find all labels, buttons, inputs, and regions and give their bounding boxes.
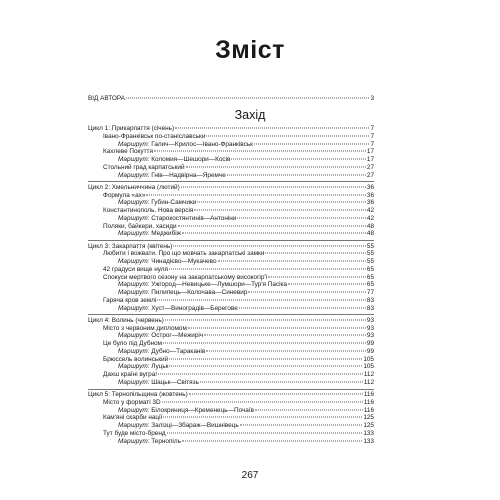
toc-entry-text: [118, 305, 238, 313]
toc-leader-dots: [154, 151, 366, 152]
toc-entry-text: Кахлеве Покуття: [103, 148, 153, 156]
route-label: Маршрут:: [118, 332, 150, 340]
toc-leader-dots: [188, 327, 366, 328]
toc-entry-page: 42: [366, 214, 374, 222]
toc-leader-dots: [189, 394, 363, 395]
toc-leader-dots: [182, 233, 366, 234]
toc-entry-page: 36: [366, 183, 374, 191]
toc-entry-text: Любити і вожвати. Про що мовчать закарпатські замки: [103, 250, 265, 258]
toc-entry-page: 7: [370, 132, 374, 140]
route-text: Тернопіль: [149, 437, 181, 445]
route-text: Дубно—Тараканів: [149, 347, 206, 355]
route-text: Пилипець—Колочава—Синевир: [149, 289, 248, 296]
toc-entry-page: 42: [366, 207, 374, 214]
toc-entry-text: Дахш країні вугра!: [103, 371, 158, 378]
route-label: Маршрут:: [118, 199, 150, 207]
route-label: Маршрут:: [118, 304, 150, 312]
toc-entry-page: 116: [363, 398, 374, 406]
toc-route-entry: [118, 172, 374, 180]
toc-entry-page: 55: [366, 242, 374, 250]
toc-leader-dots: [255, 409, 363, 410]
toc-leader-dots: [248, 292, 366, 293]
toc-leader-dots: [173, 245, 366, 246]
page-title: Зміст: [215, 36, 285, 64]
group-divider: [88, 389, 374, 390]
toc-leader-dots: [163, 343, 366, 344]
route-text: Білокриниця—Кременець—Почаїв: [149, 406, 255, 414]
toc-entry-page: 65: [366, 281, 374, 289]
toc-leader-dots: [237, 217, 366, 218]
toc-entry-page: 133: [363, 437, 374, 445]
toc-entry-text: Формула «ах»: [103, 191, 146, 199]
route-text: Залізці—Збараж—Вишнівець: [149, 422, 239, 429]
toc-leader-dots: [204, 335, 366, 336]
toc-entry-text: Цикл 1: Прикарпаття (січень): [88, 125, 175, 132]
toc-entry-page: 93: [366, 316, 374, 324]
toc-entry-page: 27: [366, 163, 374, 171]
toc-entry-page: 99: [366, 340, 374, 347]
toc-entry-page: 55: [366, 258, 374, 265]
toc-leader-dots: [200, 381, 363, 382]
toc-entry-page: 125: [363, 422, 374, 429]
toc-entry-text: 42 градуси вище нуля: [103, 265, 168, 273]
toc-leader-dots: [182, 440, 362, 441]
toc-entry-text: [118, 172, 226, 180]
route-label: Маршрут:: [118, 378, 150, 386]
toc-entry-text: Цикл 5: Тернопільщина (жовтень): [88, 391, 188, 398]
toc-entry-text: Гаряча кров землі: [103, 296, 157, 304]
route-text: Гнів—Надвірна—Яремче: [149, 171, 226, 179]
toc-route-entry: [118, 305, 374, 313]
toc-entry-text: Цикл 4: Волинь (червень): [88, 316, 164, 324]
toc-route-entry: [118, 230, 374, 238]
toc-leader-dots: [158, 374, 363, 375]
toc-leader-dots: [218, 261, 366, 262]
toc-leader-dots: [175, 128, 369, 129]
route-text: Галич—Крилос—Івано-Франківськ: [149, 140, 253, 148]
toc-entry-page: 93: [366, 324, 374, 332]
page-number: 267: [241, 470, 259, 481]
toc-leader-dots: [227, 174, 366, 175]
toc-entry-page: 125: [363, 414, 374, 422]
toc-entry-text: Кам'яні скарби нації: [103, 414, 163, 422]
toc-route-entry: [118, 379, 374, 387]
toc-entry-page: 116: [363, 406, 374, 414]
group-divider: [88, 240, 374, 241]
group-divider: [88, 181, 374, 182]
toc-leader-dots: [239, 307, 366, 308]
section-heading: Захід: [234, 108, 266, 122]
toc-entry-page: 48: [366, 230, 374, 238]
toc-entry-text: Константинополь. Нова версія: [103, 207, 194, 214]
toc-entry-page: 83: [366, 304, 374, 312]
toc-entry-page: 105: [363, 355, 374, 363]
route-text: Шацьк—Світязь: [149, 378, 199, 386]
route-text: Чинадієво—Мукачево: [149, 258, 217, 265]
toc-leader-dots: [268, 276, 366, 277]
toc-entry-page: 3: [370, 95, 374, 102]
toc-entry-text: Брюссель волинський: [103, 355, 169, 363]
route-label: Маршрут:: [118, 406, 150, 414]
toc-entry-page: 77: [366, 289, 374, 296]
toc-entry-page: 116: [363, 391, 374, 398]
toc-leader-dots: [206, 350, 366, 351]
route-text: Хуст—Виноградів—Берегове: [149, 304, 238, 312]
route-text: Коломия—Шешори—Косів: [149, 156, 231, 163]
toc-leader-dots: [288, 284, 366, 285]
toc-entry-page: 55: [366, 250, 374, 258]
toc-entry-page: 36: [366, 191, 374, 199]
toc-entry-page: 112: [363, 378, 374, 386]
toc-entry-text: [118, 230, 181, 238]
route-label: Маршрут:: [118, 347, 150, 355]
toc-leader-dots: [254, 143, 370, 144]
toc-entry-text: Місто з червоним дипломом: [103, 324, 187, 332]
route-text: Ужгород—Невицьке—Лумшори—Тур'я Пасіка: [149, 281, 288, 289]
route-label: Маршрут:: [118, 437, 150, 445]
toc-entry-page: 65: [366, 273, 374, 281]
toc-entry-page: 17: [366, 148, 374, 156]
toc-entry-text: Це було під Дубном: [103, 340, 163, 347]
toc-entry-page: 112: [363, 371, 374, 378]
toc-entry-page: 17: [366, 156, 374, 163]
route-text: Луцьк: [149, 363, 169, 371]
toc-leader-dots: [178, 225, 366, 226]
toc-leader-dots: [197, 202, 366, 203]
toc-leader-dots: [181, 186, 366, 187]
toc-entry-text: Стольний град карпатський: [103, 163, 185, 171]
toc-entry-page: 36: [366, 199, 374, 207]
route-text: Меджибіж: [149, 230, 181, 238]
toc-leader-dots: [240, 425, 363, 426]
toc-leader-dots: [167, 432, 363, 433]
toc-leader-dots: [231, 159, 365, 160]
route-label: Маршрут:: [118, 214, 150, 222]
toc-entry-text: Івано-Франківськ по-станіславськи: [103, 132, 206, 140]
route-label: Маршрут:: [118, 422, 150, 429]
toc-entry-page: 133: [363, 429, 374, 437]
toc-entry-front: [88, 95, 374, 103]
route-label: Маршрут:: [118, 258, 150, 265]
toc-leader-dots: [165, 319, 366, 320]
group-divider: [88, 314, 374, 315]
toc-entry-text: Цикл 3: Закарпаття (квітень): [88, 242, 173, 250]
toc-leader-dots: [194, 210, 366, 211]
toc-leader-dots: [157, 299, 366, 300]
toc-entry-text: Спокуси мертвого сезону на закарпатському високогір'ї: [103, 273, 268, 281]
route-text: Острог—Межиріч: [149, 332, 204, 340]
toc-leader-dots: [126, 98, 370, 99]
toc-entry-text: Тут буде місто-бренд: [103, 429, 166, 437]
toc-entry-page: 105: [363, 363, 374, 371]
route-text: Губин-Самчики: [149, 199, 197, 207]
toc-entry-text: Місто у форматі 3D: [103, 398, 161, 406]
toc-entry-page: 99: [366, 347, 374, 355]
toc-leader-dots: [206, 135, 369, 136]
toc-entry-page: 93: [366, 332, 374, 340]
toc-entry-text: [118, 438, 181, 446]
toc-entry-page: 83: [366, 296, 374, 304]
toc-entry-page: 48: [366, 222, 374, 230]
toc-entry-text: Цикл 2: Хмельниччина (лютий): [88, 183, 180, 191]
toc-entry-page: 65: [366, 265, 374, 273]
toc-entry-text: [118, 379, 199, 387]
toc-entry-text: ВІД АВТОРА: [88, 95, 125, 102]
toc-entry-text: Поляки, байкери, хасиди: [103, 222, 177, 230]
toc-leader-dots: [265, 253, 366, 254]
toc-leader-dots: [186, 166, 366, 167]
toc-entry-page: 27: [366, 171, 374, 179]
route-label: Маршрут:: [118, 140, 150, 148]
toc-entry-page: 7: [370, 140, 374, 148]
route-label: Маршрут:: [118, 156, 150, 163]
route-label: Маршрут:: [118, 230, 150, 238]
toc-leader-dots: [163, 417, 362, 418]
toc-route-entry: [118, 438, 374, 446]
route-label: Маршрут:: [118, 171, 150, 179]
toc-leader-dots: [169, 358, 362, 359]
toc-leader-dots: [169, 366, 362, 367]
route-label: Маршрут:: [118, 289, 150, 296]
toc-leader-dots: [169, 268, 366, 269]
route-text: Старокостянтинів—Антоніни: [149, 214, 237, 222]
route-label: Маршрут:: [118, 281, 150, 289]
toc-leader-dots: [162, 401, 363, 402]
toc-entry-page: 7: [370, 125, 374, 132]
toc-leader-dots: [146, 194, 365, 195]
route-label: Маршрут:: [118, 363, 150, 371]
